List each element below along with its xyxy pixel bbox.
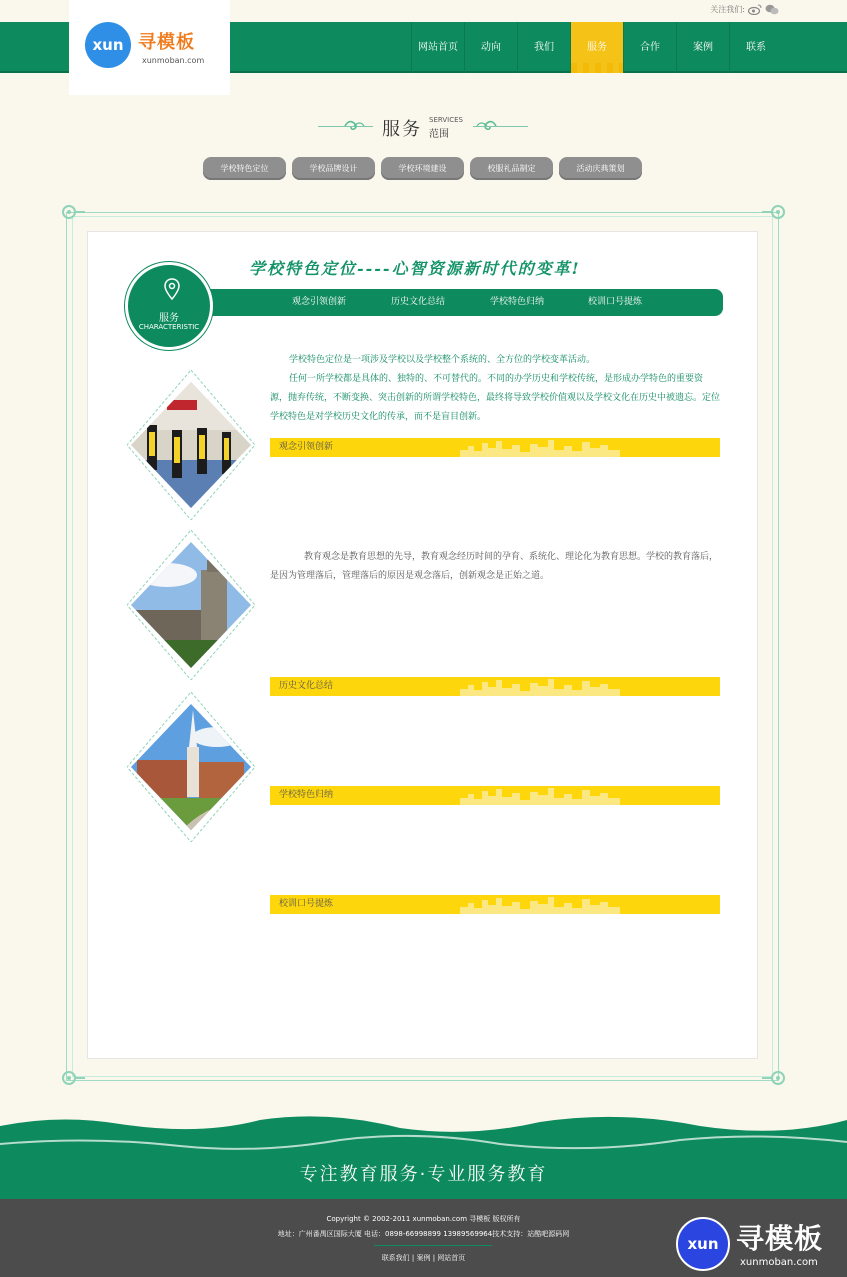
section-bar-history — [270, 677, 720, 696]
follow-us — [710, 4, 779, 15]
tower-photo — [127, 530, 255, 680]
section-bar-concept — [270, 438, 720, 457]
city-skyline-icon — [460, 786, 620, 805]
footer-address: 地址：广州番禺区国际大厦 电话：0898-66998899 13989569964技术支持：站酷吧源码网 — [277, 1230, 570, 1238]
footer-links[interactable]: 联系我们 | 案例 | 网站首页 — [381, 1254, 466, 1262]
nav-item-news[interactable]: 动向 — [464, 22, 517, 73]
section-bar-label: 校训口号提炼 — [279, 899, 334, 909]
sub-nav — [170, 289, 723, 316]
weibo-icon[interactable] — [748, 4, 762, 15]
location-pin-icon — [164, 278, 180, 300]
slogan: 专注教育服务·专业服务教育 — [299, 1164, 548, 1185]
dance-photo — [127, 370, 255, 520]
nav-item-partners[interactable]: 合作 — [623, 22, 676, 73]
nav-item-cases[interactable]: 案例 — [676, 22, 729, 73]
watermark-sub: xunmoban.com — [740, 1257, 818, 1268]
badge-title: 服务 — [159, 313, 179, 324]
service-badge — [125, 262, 213, 350]
logo-title: 寻模板 — [138, 32, 195, 53]
wechat-icon[interactable] — [765, 4, 779, 15]
badge-sub: CHARACTERISTIC — [138, 323, 200, 331]
church-photo — [127, 692, 255, 842]
main-nav — [411, 22, 782, 73]
section-title-sub: 范围 — [429, 129, 449, 140]
subnav-item-motto[interactable]: 校训口号提炼 — [588, 297, 643, 307]
watermark-circle: xun — [676, 1217, 730, 1271]
intro-paragraph-2: 任何一所学校都是具体的、独特的、不可替代的。不同的办学历史和学校传统，是形成办学特色的重要资源，抛弃传统，不断变换、突击创新的所谓学校特色，最终将导致学校价值观以及学校文化在历史中被遗忘。定位学校特色是对学校历史文化的传承，而不是盲目创新。 — [270, 374, 721, 422]
footer-copyright: Copyright © 2002-2011 xunmoban.com 寻模板 版权所有 — [326, 1215, 521, 1223]
tab-uniform-gifts[interactable]: 校服礼品制定 — [470, 157, 553, 180]
service-tabs — [203, 157, 642, 180]
subnav-item-history[interactable]: 历史文化总结 — [391, 297, 446, 307]
corner-swirl-icon — [59, 200, 85, 222]
city-skyline-icon — [460, 438, 620, 457]
nav-item-services[interactable]: 服务 — [570, 22, 623, 73]
corner-swirl-icon — [762, 1068, 788, 1090]
header — [0, 22, 847, 73]
corner-swirl-icon — [762, 200, 788, 222]
tab-environment[interactable]: 学校环境建设 — [381, 157, 464, 180]
section-title-en: SERVICES — [429, 116, 463, 124]
tab-school-positioning[interactable]: 学校特色定位 — [203, 157, 286, 180]
concept-paragraph: 教育观念是教育思想的先导，教育观念经历时间的孕育、系统化、理论化为教育思想。学校的教育落后，是因为管理落后，管理落后的原因是观念落后，创新观念是正始之道。 — [270, 552, 719, 581]
section-title-cn: 服务 — [382, 119, 422, 140]
follow-label: 关注我们: — [710, 5, 745, 14]
footer-divider — [374, 1245, 492, 1246]
logo-circle: xun — [85, 22, 131, 68]
section-bar-label: 观念引领创新 — [279, 442, 334, 452]
section-title — [0, 111, 847, 143]
section-bar-features — [270, 786, 720, 805]
corner-swirl-icon — [59, 1068, 85, 1090]
logo-sub: xunmoban.com — [142, 56, 205, 65]
tab-events[interactable]: 活动庆典策划 — [559, 157, 642, 180]
title-divider-right — [473, 126, 528, 127]
subnav-item-features[interactable]: 学校特色归纳 — [490, 297, 545, 307]
section-bar-label: 学校特色归纳 — [279, 790, 334, 800]
watermark-logo — [676, 1215, 841, 1273]
tab-brand-design[interactable]: 学校品牌设计 — [292, 157, 375, 180]
swirl-left-icon — [343, 117, 365, 135]
intro-paragraph-1: 学校特色定位是一项涉及学校以及学校整个系统的、全方位的学校变革活动。 — [289, 355, 596, 365]
city-skyline-icon — [460, 895, 620, 914]
section-bar-motto — [270, 895, 720, 914]
logo[interactable] — [69, 0, 230, 95]
page-headline: 学校特色定位----心智资源新时代的变革! — [249, 259, 581, 278]
city-skyline-icon — [460, 677, 620, 696]
nav-item-home[interactable]: 网站首页 — [411, 22, 464, 73]
watermark-title: 寻模板 — [736, 1222, 824, 1255]
intro-text — [270, 351, 720, 427]
nav-item-about[interactable]: 我们 — [517, 22, 570, 73]
nav-item-contact[interactable]: 联系 — [729, 22, 782, 73]
section-bar-label: 历史文化总结 — [279, 681, 334, 691]
brush-banner — [0, 1110, 847, 1200]
subnav-item-concept[interactable]: 观念引领创新 — [292, 297, 347, 307]
